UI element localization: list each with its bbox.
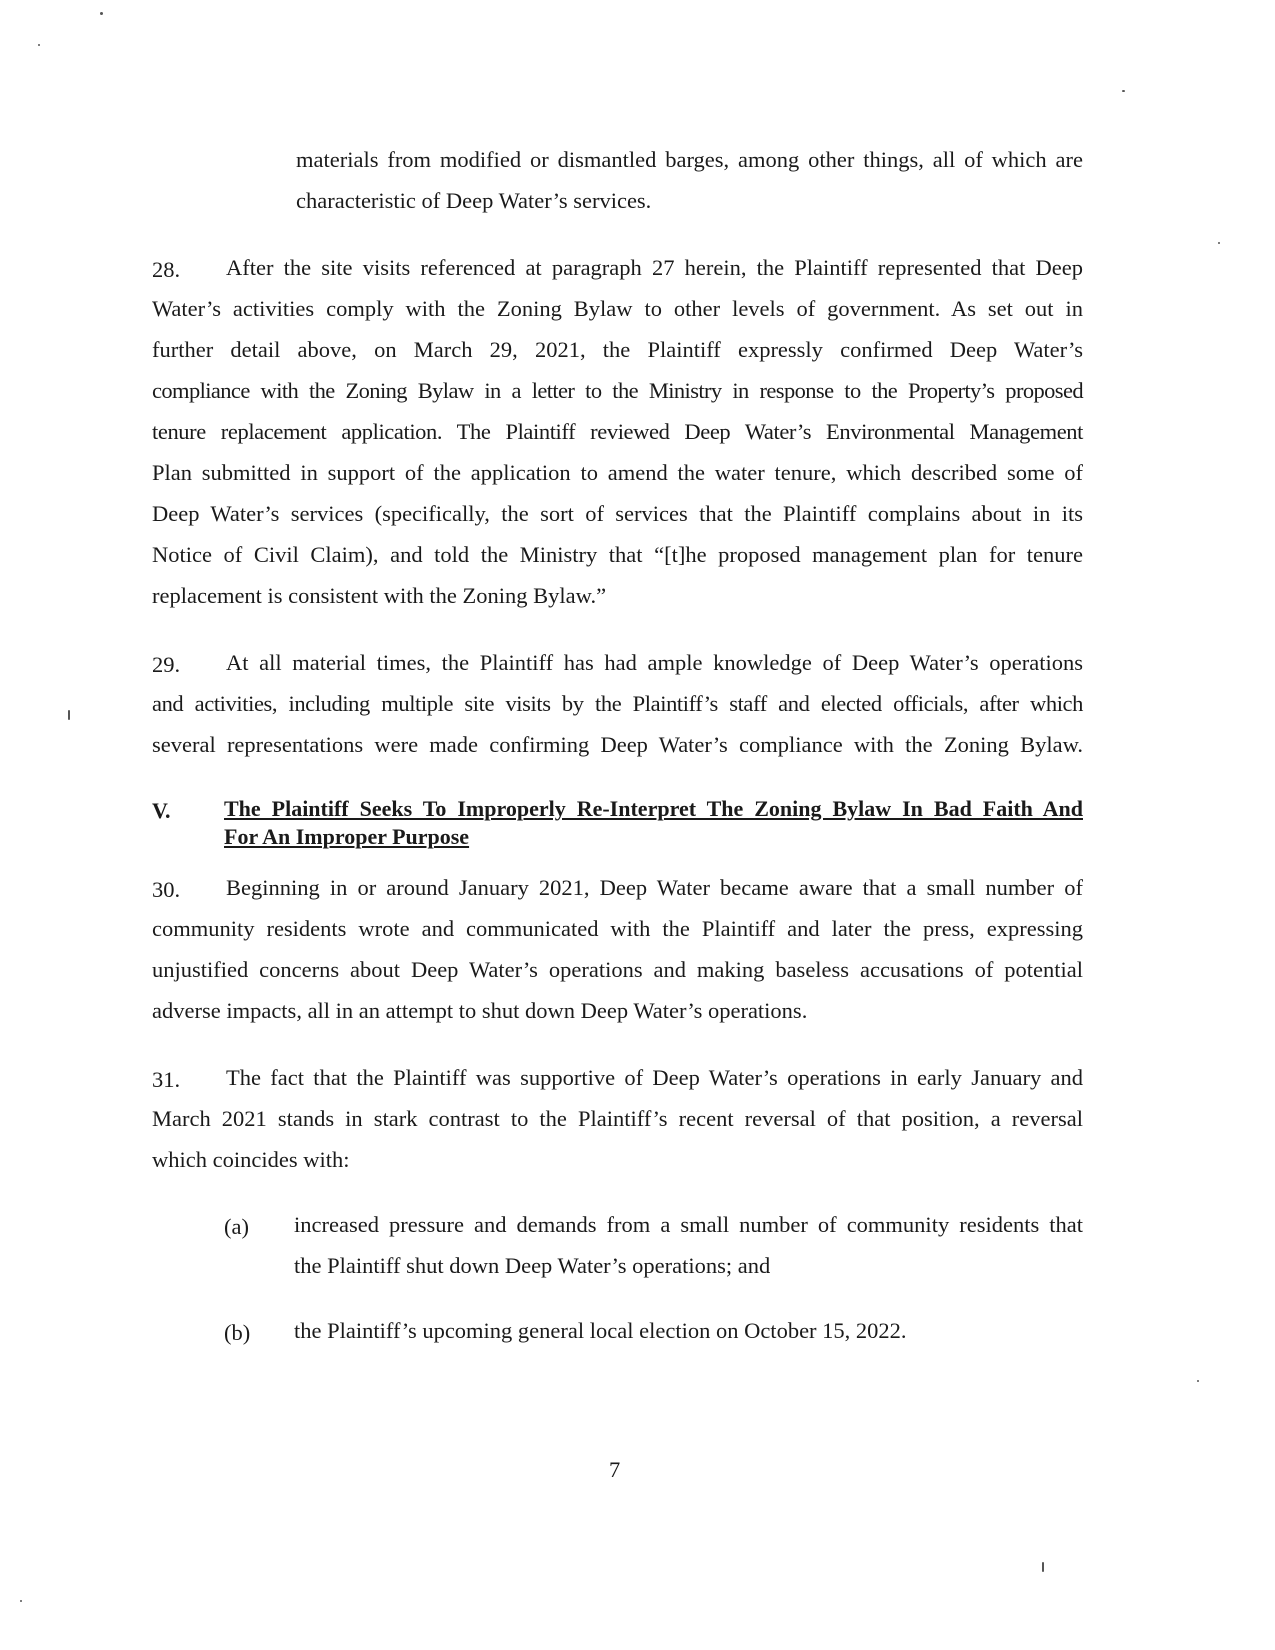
paragraph-line: The fact that the Plaintiff was supportive of Deep Water’s operations in early January and (226, 1065, 1083, 1090)
paragraph-line: Deep Water’s services (specifically, the sort of services that the Plaintiff complains about in its (152, 501, 1083, 526)
section-title: For An Improper Purpose (224, 824, 470, 849)
section-title: The Plaintiff Seeks To Improperly Re-Interpret The Zoning Bylaw In Bad Faith And (224, 796, 1083, 821)
paragraph-line: several representations were made confirming Deep Water’s compliance with the Zoning Bylaw. (152, 732, 1083, 757)
paragraph-line: Notice of Civil Claim), and told the Ministry that “[t]he proposed management plan for tenure (152, 542, 1083, 567)
paragraph-number: 30. (152, 877, 181, 902)
paragraph-line: Beginning in or around January 2021, Deep Water became aware that a small number of (226, 875, 1083, 900)
list-item-line: the Plaintiff’s upcoming general local election on October 15, 2022. (294, 1318, 907, 1343)
scan-speck (100, 12, 103, 15)
paragraph-line: unjustified concerns about Deep Water’s operations and making baseless accusations of potential (152, 957, 1083, 982)
scan-speck (1218, 242, 1220, 244)
paragraph-line: compliance with the Zoning Bylaw in a letter to the Ministry in response to the Property’s proposed (152, 378, 1083, 403)
scan-speck (38, 44, 40, 46)
list-item-label: (b) (224, 1320, 251, 1345)
paragraph-line: further detail above, on March 29, 2021, the Plaintiff expressly confirmed Deep Water’s (152, 337, 1083, 362)
paragraph-line: tenure replacement application. The Plaintiff reviewed Deep Water’s Environmental Management (152, 419, 1083, 444)
continuation-line: materials from modified or dismantled barges, among other things, all of which are (296, 147, 1083, 172)
continuation-line: characteristic of Deep Water’s services. (296, 188, 652, 213)
scan-speck (20, 1600, 22, 1602)
paragraph-line: March 2021 stands in stark contrast to the Plaintiff’s recent reversal of that position, a reversal (152, 1106, 1083, 1131)
paragraph-line: At all material times, the Plaintiff has had ample knowledge of Deep Water’s operations (226, 650, 1083, 675)
scan-speck (1197, 1380, 1199, 1382)
paragraph-number: 28. (152, 257, 181, 282)
scan-speck (1042, 1562, 1044, 1572)
list-item-line: increased pressure and demands from a small number of community residents that (294, 1212, 1083, 1237)
paragraph-line: After the site visits referenced at paragraph 27 herein, the Plaintiff represented that Deep (226, 255, 1083, 280)
paragraph-line: and activities, including multiple site visits by the Plaintiff’s staff and elected officials, after which (152, 691, 1083, 716)
paragraph-line: Water’s activities comply with the Zoning Bylaw to other levels of government. As set out in (152, 296, 1083, 321)
scan-speck (1122, 90, 1125, 92)
paragraph-line: Plan submitted in support of the application to amend the water tenure, which described some of (152, 460, 1083, 485)
list-item-line: the Plaintiff shut down Deep Water’s operations; and (294, 1253, 771, 1278)
paragraph-line: community residents wrote and communicated with the Plaintiff and later the press, expressing (152, 916, 1083, 941)
paragraph-number: 31. (152, 1067, 181, 1092)
section-number: V. (152, 798, 171, 823)
paragraph-number: 29. (152, 652, 181, 677)
paragraph-line: replacement is consistent with the Zoning Bylaw.” (152, 583, 607, 608)
paragraph-line: adverse impacts, all in an attempt to shut down Deep Water’s operations. (152, 998, 808, 1023)
scan-speck (68, 710, 70, 720)
list-item-label: (a) (224, 1214, 249, 1239)
paragraph-line: which coincides with: (152, 1147, 350, 1172)
page-number: 7 (609, 1457, 621, 1482)
